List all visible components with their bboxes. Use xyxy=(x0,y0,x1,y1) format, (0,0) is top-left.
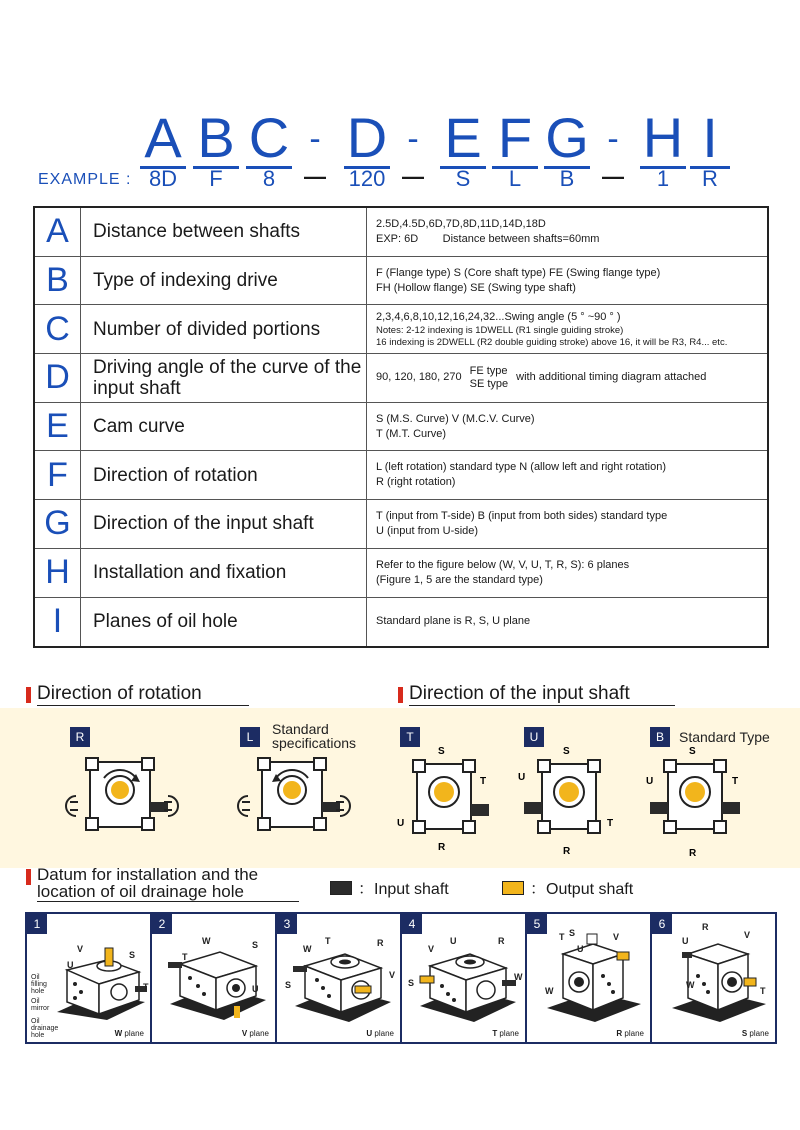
oil-drainage-label: Oil drainage hole xyxy=(31,1018,59,1039)
plane-figure-6 xyxy=(652,914,775,1042)
code-letter-h: H xyxy=(640,112,686,169)
desc-line: (Figure 1, 5 are the standard type) xyxy=(376,573,543,586)
table-row xyxy=(35,598,767,647)
plane-letter: U xyxy=(577,944,584,954)
plane-letter: W xyxy=(514,972,523,982)
rotation-heading xyxy=(26,684,249,706)
row-letter: A xyxy=(35,208,81,256)
row-letter: F xyxy=(35,451,81,499)
plane-label-rest: plane xyxy=(747,1029,769,1038)
reducer-drawing xyxy=(543,932,643,1024)
table-row xyxy=(35,208,767,257)
plane-label-rest: plane xyxy=(122,1029,144,1038)
plane-number: 5 xyxy=(527,914,547,934)
example-value: 120 xyxy=(348,166,386,191)
note-line: Notes: 2-12 indexing is 1DWELL (R1 single guiding stroke) xyxy=(376,324,624,336)
desc-line: Standard plane is R, S, U plane xyxy=(376,615,531,628)
code-letter-g: G xyxy=(545,106,589,169)
input-u-diagram xyxy=(512,744,622,862)
spec-table xyxy=(33,206,769,648)
legend-input xyxy=(330,876,449,899)
plane-number: 2 xyxy=(152,914,172,934)
plane-letter: U xyxy=(450,936,457,946)
axis-r: R xyxy=(438,842,446,853)
table-row xyxy=(35,305,767,354)
table-row xyxy=(35,354,767,403)
input-shaft-heading xyxy=(398,684,675,706)
plane-letter: U xyxy=(682,936,689,946)
oil-filling-label: Oil filling hole xyxy=(31,974,47,995)
example-label: EXAMPLE : xyxy=(38,171,132,188)
plane-letter: T xyxy=(182,952,188,962)
table-row xyxy=(35,403,767,452)
row-desc xyxy=(367,305,767,353)
plane-label xyxy=(366,1029,394,1038)
axis-r: R xyxy=(689,848,697,859)
plane-number: 1 xyxy=(27,914,47,934)
row-name: Direction of the input shaft xyxy=(81,500,367,548)
plane-letter: S xyxy=(408,978,415,988)
legend-output-label: ：Output shaft xyxy=(530,881,634,898)
code-dash: - xyxy=(309,120,321,158)
row-name: Direction of rotation xyxy=(81,451,367,499)
axis-u: U xyxy=(646,776,654,787)
code-letter-d: D xyxy=(344,112,390,169)
plane-figure-5 xyxy=(527,914,650,1042)
plane-letter: R xyxy=(377,938,384,948)
example-value: L xyxy=(508,166,522,191)
plane-figure-4 xyxy=(402,914,525,1042)
desc-line: L (left rotation) standard type N (allow left and right rotation) xyxy=(376,461,667,474)
standard-spec-note: Standard specifications xyxy=(272,721,357,751)
d-values: 90, 120, 180, 270 xyxy=(376,371,462,384)
heading-marker xyxy=(398,687,403,703)
tag-l: L xyxy=(240,727,260,747)
plane-label-bold: W xyxy=(114,1029,123,1038)
example-dash: — xyxy=(304,164,326,189)
plane-figure-2 xyxy=(152,914,275,1042)
plane-label-bold: R xyxy=(616,1029,623,1038)
plane-label-bold: T xyxy=(492,1029,498,1038)
plane-label xyxy=(616,1029,644,1038)
plane-letter: S xyxy=(569,928,576,938)
plane-letter: T xyxy=(325,936,331,946)
desc-line: FH (Hollow flange) SE (Swing type shaft) xyxy=(376,281,576,294)
desc-line: 2,3,4,6,8,10,12,16,24,32...Swing angle (5 ° ~90 ° ) xyxy=(376,310,621,323)
desc-line: EXP: 6D Distance between shafts=60mm xyxy=(376,232,600,245)
row-letter: E xyxy=(35,403,81,451)
example-value: 8D xyxy=(148,166,178,191)
desc-line: R (right rotation) xyxy=(376,476,456,489)
plane-label-rest: plane xyxy=(497,1029,519,1038)
d-suffix: with additional timing diagram attached xyxy=(516,371,707,384)
plane-number: 4 xyxy=(402,914,422,934)
d-type: SE type xyxy=(469,377,509,390)
row-desc xyxy=(367,354,767,402)
desc-line: F (Flange type) S (Core shaft type) FE (Swing flange type) xyxy=(376,266,661,279)
plane-number: 6 xyxy=(652,914,672,934)
axis-u: U xyxy=(518,772,526,783)
plane-letter: V xyxy=(613,932,620,942)
code-letter-f: F xyxy=(492,112,538,169)
rotation-l-diagram xyxy=(232,752,352,842)
row-desc xyxy=(367,403,767,451)
d-row xyxy=(376,365,767,391)
plane-figure-1 xyxy=(27,914,150,1042)
plane-letter: W xyxy=(303,944,312,954)
rotation-title: Direction of rotation xyxy=(37,684,249,706)
input-t-diagram xyxy=(392,744,502,862)
example-value: S xyxy=(455,166,471,191)
datum-title-line: location of oil drainage hole xyxy=(37,883,299,902)
table-row xyxy=(35,500,767,549)
plane-label xyxy=(242,1029,269,1038)
desc-line: T (M.T. Curve) xyxy=(376,427,447,440)
tag-b: B xyxy=(650,727,670,747)
code-letter-c: C xyxy=(246,112,292,169)
code-dash: - xyxy=(407,120,419,158)
axis-t: T xyxy=(732,776,739,787)
plane-letter: U xyxy=(67,960,74,970)
axis-t: T xyxy=(607,818,614,829)
plane-number: 3 xyxy=(277,914,297,934)
plane-letter: V xyxy=(389,970,396,980)
plane-letter: S xyxy=(129,950,136,960)
example-dash: — xyxy=(402,164,424,189)
row-desc xyxy=(367,598,767,647)
plane-letter: V xyxy=(77,944,84,954)
plane-label xyxy=(115,1029,144,1038)
tag-t: T xyxy=(400,727,420,747)
example-dash: — xyxy=(602,164,624,189)
legend-input-label: ：Input shaft xyxy=(358,881,449,898)
row-letter: B xyxy=(35,257,81,305)
plane-figure-3 xyxy=(277,914,400,1042)
plane-letter: W xyxy=(545,986,554,996)
plane-letter: T xyxy=(559,932,565,942)
row-name: Number of divided portions xyxy=(81,305,367,353)
plane-label-bold: V xyxy=(241,1029,248,1038)
plane-letter: V xyxy=(428,944,435,954)
rotation-r-diagram xyxy=(60,752,180,842)
datum-title xyxy=(37,866,299,902)
axis-r: R xyxy=(563,846,571,857)
code-letter-a: A xyxy=(140,112,186,169)
plane-label-rest: plane xyxy=(622,1029,644,1038)
example-value: 1 xyxy=(656,166,670,191)
axis-u: U xyxy=(397,818,405,829)
example-value: 8 xyxy=(262,166,276,191)
row-letter: D xyxy=(35,354,81,402)
desc-line: T (input from T-side) B (input from both sides) standard type xyxy=(376,509,668,522)
row-letter: H xyxy=(35,549,81,597)
row-desc xyxy=(367,500,767,548)
tag-u: U xyxy=(524,727,544,747)
d-type: FE type xyxy=(469,364,508,377)
table-row xyxy=(35,451,767,500)
datum-heading xyxy=(26,866,299,902)
table-row xyxy=(35,549,767,598)
axis-t: T xyxy=(480,776,487,787)
desc-line: 2.5D,4.5D,6D,7D,8D,11D,14D,18D xyxy=(376,217,546,230)
tag-r: R xyxy=(70,727,90,747)
input-b-diagram xyxy=(640,744,750,862)
row-name: Distance between shafts xyxy=(81,208,367,256)
oil-mirror-label: Oil mirror xyxy=(31,998,50,1012)
plane-letter: R xyxy=(702,922,709,932)
plane-letter: R xyxy=(498,936,505,946)
row-desc xyxy=(367,549,767,597)
plane-letter: W xyxy=(686,980,695,990)
table-row xyxy=(35,257,767,306)
plane-label-bold: S xyxy=(741,1029,748,1038)
desc-line: Refer to the figure below (W, V, U, T, R, S): 6 planes xyxy=(376,558,630,571)
plane-label xyxy=(492,1029,519,1038)
plane-letter: T xyxy=(143,982,149,992)
row-desc xyxy=(367,257,767,305)
input-shaft-swatch xyxy=(330,881,352,895)
code-letter-b: B xyxy=(193,112,239,169)
output-shaft-swatch xyxy=(502,881,524,895)
plane-label-bold: U xyxy=(366,1029,373,1038)
example-value: R xyxy=(702,166,718,191)
plane-label-rest: plane xyxy=(372,1029,394,1038)
plane-letter: W xyxy=(202,936,211,946)
legend-output xyxy=(502,876,633,899)
row-name: Cam curve xyxy=(81,403,367,451)
axis-s: S xyxy=(563,746,570,757)
plane-letter: T xyxy=(760,986,766,996)
desc-line: U (input from U-side) xyxy=(376,524,479,537)
heading-marker xyxy=(26,687,31,703)
input-shaft-title: Direction of the input shaft xyxy=(409,684,675,706)
plane-letter: S xyxy=(285,980,292,990)
row-name: Installation and fixation xyxy=(81,549,367,597)
example-value: F xyxy=(209,166,223,191)
plane-letter: S xyxy=(252,940,259,950)
plane-letter: U xyxy=(252,984,259,994)
plane-label xyxy=(742,1029,769,1038)
d-types xyxy=(470,365,509,391)
axis-s: S xyxy=(438,746,445,757)
note-line: 16 indexing is 2DWELL (R2 double guiding stroke) above 16, it will be R3, R4... etc. xyxy=(376,336,728,348)
code-letter-e: E xyxy=(440,112,486,169)
heading-marker xyxy=(26,869,31,885)
row-desc xyxy=(367,451,767,499)
row-name: Driving angle of the curve of the input shaft xyxy=(81,354,367,402)
code-letter-i: I xyxy=(690,112,730,169)
row-name: Type of indexing drive xyxy=(81,257,367,305)
row-desc xyxy=(367,208,767,256)
code-dash: - xyxy=(607,120,619,158)
plane-letter: V xyxy=(744,930,751,940)
row-name: Planes of oil hole xyxy=(81,598,367,647)
example-value: B xyxy=(559,166,575,191)
plane-label-rest: plane xyxy=(247,1029,269,1038)
row-letter: G xyxy=(35,500,81,548)
datum-title-line: Datum for installation and the xyxy=(37,865,259,884)
desc-line: S (M.S. Curve) V (M.C.V. Curve) xyxy=(376,412,535,425)
row-letter: C xyxy=(35,305,81,353)
row-letter: I xyxy=(35,598,81,647)
axis-s: S xyxy=(689,746,696,757)
planes-strip xyxy=(25,912,777,1044)
standard-type-note: Standard Type xyxy=(679,729,770,745)
reducer-drawing xyxy=(47,930,147,1026)
